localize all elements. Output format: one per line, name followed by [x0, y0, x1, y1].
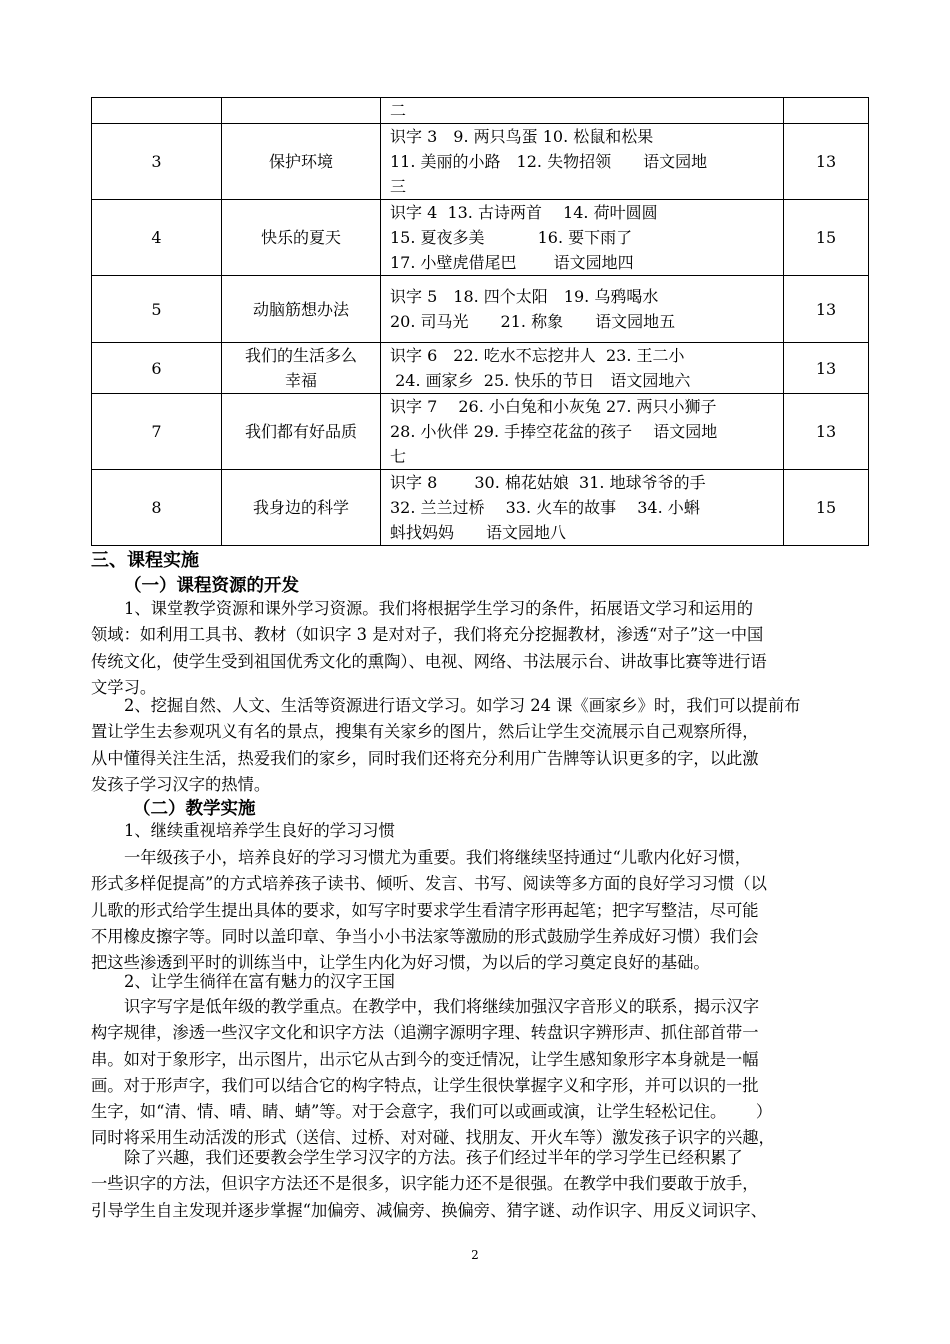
unit-content-line: 二	[390, 101, 407, 120]
unit-hours-cell: 15	[784, 470, 869, 546]
unit-hours-cell: 13	[784, 276, 869, 343]
text-line: 儿歌的形式给学生提出具体的要求，如写字时要求学生看清字形再起笔；把字写整洁，尽可能	[91, 900, 759, 920]
text-line: 画。对于形声字，我们可以结合它的构字特点，让学生很快掌握字义和字形，并可以识的一批	[91, 1075, 759, 1095]
text-line: 2、挖掘自然、人文、生活等资源进行语文学习。如学习 24 课《画家乡》时，我们可以提前布	[124, 696, 801, 715]
text-line: 形式多样促提高”的方式培养孩子读书、倾听、发言、书写、阅读等多方面的良好学习习惯（以	[91, 874, 767, 894]
unit-content-line: 识字 5 18. 四个太阳 19. 乌鸦喝水	[390, 287, 659, 306]
unit-number-cell: 3	[92, 124, 222, 200]
subsection-heading-resources: （一）课程资源的开发	[124, 576, 299, 596]
unit-number-cell: 8	[92, 470, 222, 546]
unit-theme-cell	[222, 276, 381, 343]
page-number: 2	[471, 1248, 479, 1262]
paragraph-methods	[91, 1145, 859, 1224]
table-row	[92, 124, 869, 200]
text-line: 引导学生自主发现并逐步掌握“加偏旁、减偏旁、换偏旁、猜字谜、动作识字、用反义词识字、	[91, 1200, 767, 1220]
text-line: 1、课堂教学资源和课外学习资源。我们将根据学生学习的条件，拓展语文学习和运用的	[124, 599, 754, 618]
text-line: 2、让学生徜徉在富有魅力的汉字王国	[124, 972, 395, 991]
unit-content-line: 20. 司马光 21. 称象 语文园地五	[390, 312, 676, 331]
unit-content-line: 识字 7 26. 小白兔和小灰兔 27. 两只小狮子	[390, 397, 717, 416]
unit-number-cell: 5	[92, 276, 222, 343]
paragraph-habits	[91, 845, 859, 976]
text-line: 不用橡皮擦字等。同时以盖印章、争当小小书法家等激励的形式鼓励学生养成好习惯）我们会	[91, 926, 759, 946]
unit-theme-line: 我们都有好品质	[244, 422, 357, 441]
unit-content-line: 32. 兰兰过桥 33. 火车的故事 34. 小蝌	[390, 498, 700, 517]
unit-content-cell	[381, 124, 784, 200]
text-line: 文学习。	[91, 677, 157, 697]
text-line: 置让学生去参观巩义有名的景点，搜集有关家乡的图片，然后让学生交流展示自己观察所得，	[91, 722, 759, 742]
unit-content-line: 识字 4 13. 古诗两首 14. 荷叶圆圆	[390, 203, 658, 222]
text-line: 除了兴趣，我们还要教会学生学习汉字的方法。孩子们经过半年的学习学生已经积累了	[124, 1148, 743, 1167]
unit-content-line: 识字 3 9. 两只鸟蛋 10. 松鼠和松果	[390, 127, 654, 146]
unit-content-cell	[381, 276, 784, 343]
table-row	[92, 276, 869, 343]
paragraph-resources-2	[91, 693, 859, 798]
paragraph-resources-1	[91, 596, 859, 701]
text-line: 构字规律，渗透一些汉字文化和识字方法（追溯字源明字理、转盘识字辨形声、抓住部首带一	[91, 1023, 759, 1043]
unit-number-cell: 6	[92, 343, 222, 394]
unit-content-line: 11. 美丽的小路 12. 失物招领 语文园地	[390, 152, 708, 171]
unit-content-line: 蚪找妈妈 语文园地八	[390, 523, 567, 542]
unit-content-line: 七	[390, 447, 407, 466]
table-row	[92, 470, 869, 546]
unit-theme-line: 我身边的科学	[252, 498, 349, 517]
unit-content-cell	[381, 470, 784, 546]
unit-theme-cell	[222, 470, 381, 546]
unit-hours-cell: 13	[784, 124, 869, 200]
unit-content-cell	[381, 343, 784, 394]
unit-theme-line: 保护环境	[268, 152, 333, 171]
text-line: 一年级孩子小，培养良好的学习习惯尤为重要。我们将继续坚持通过“儿歌内化好习惯，	[124, 848, 752, 867]
text-line: 串。如对于象形字，出示图片，出示它从古到今的变迁情况，让学生感知象形字本身就是一幅	[91, 1049, 759, 1069]
text-line: 一些识字的方法，但识字方法还不是很多，识字能力还不是很强。在教学中我们要敢于放手，	[91, 1174, 759, 1194]
text-line: 同时将采用生动活泼的形式（送信、过桥、对对碰、找朋友、开火车等）激发孩子识字的兴趣，	[91, 1128, 775, 1148]
unit-content-cell	[381, 394, 784, 470]
unit-theme-line: 我们的生活多么	[244, 346, 357, 365]
paragraph-characters-title	[91, 969, 859, 995]
table-row	[92, 98, 869, 124]
text-line: 1、继续重视培养学生良好的学习习惯	[124, 821, 395, 840]
text-line: 从中懂得关注生活，热爱我们的家乡，同时我们还将充分利用广告牌等认识更多的字，以此激	[91, 748, 759, 768]
unit-table-body	[92, 98, 869, 546]
unit-content-line: 识字 6 22. 吃水不忘挖井人 23. 王二小	[390, 346, 685, 365]
text-line: 生字，如“清、情、晴、睛、蜻”等。对于会意字，我们可以或画或演，让学生轻松记住。 ）	[91, 1102, 773, 1122]
unit-theme-line: 幸福	[284, 371, 317, 390]
unit-content-line: 三	[390, 177, 407, 196]
paragraph-habits-title	[91, 818, 859, 844]
text-line: 传统文化，使学生受到祖国优秀文化的熏陶）、电视、网络、书法展示台、讲故事比赛等进行语	[91, 651, 767, 671]
unit-content-line: 15. 夏夜多美 16. 要下雨了	[390, 228, 633, 247]
unit-number-cell: 7	[92, 394, 222, 470]
text-line: 领域：如利用工具书、教材（如识字 3 是对对子，我们将充分挖掘教材，渗透“对子”这一中国	[91, 625, 764, 645]
unit-content-line: 识字 8 30. 棉花姑娘 31. 地球爷爷的手	[390, 473, 706, 492]
table-row	[92, 343, 869, 394]
unit-theme-cell	[222, 200, 381, 276]
unit-theme-cell	[222, 98, 381, 124]
unit-theme-cell	[222, 124, 381, 200]
unit-theme-cell	[222, 394, 381, 470]
unit-content-line: 24. 画家乡 25. 快乐的节日 语文园地六	[390, 371, 691, 390]
unit-content-cell	[381, 200, 784, 276]
unit-theme-cell	[222, 343, 381, 394]
text-line: 发孩子学习汉字的热情。	[91, 774, 271, 794]
text-line: 把这些渗透到平时的训练当中，让学生内化为好习惯，为以后的学习奠定良好的基础。	[91, 953, 710, 973]
text-line: 识字写字是低年级的教学重点。在教学中，我们将继续加强汉字音形义的联系，揭示汉字	[124, 997, 759, 1016]
unit-number-cell: 4	[92, 200, 222, 276]
unit-content-line: 28. 小伙伴 29. 手捧空花盆的孩子 语文园地	[390, 422, 718, 441]
table-row	[92, 200, 869, 276]
unit-table	[91, 97, 869, 546]
table-row	[92, 394, 869, 470]
paragraph-characters	[91, 994, 859, 1152]
unit-theme-line: 动脑筋想办法	[252, 299, 349, 319]
unit-theme-line: 快乐的夏天	[260, 228, 341, 247]
unit-hours-cell	[784, 98, 869, 124]
unit-hours-cell: 15	[784, 200, 869, 276]
subsection-heading-teaching: （二）教学实施	[133, 799, 256, 819]
unit-content-line: 17. 小壁虎借尾巴 语文园地四	[390, 253, 634, 272]
unit-content-cell	[381, 98, 784, 124]
unit-hours-cell: 13	[784, 394, 869, 470]
unit-number-cell	[92, 98, 222, 124]
unit-hours-cell: 13	[784, 343, 869, 394]
section-heading: 三、课程实施	[91, 550, 199, 571]
